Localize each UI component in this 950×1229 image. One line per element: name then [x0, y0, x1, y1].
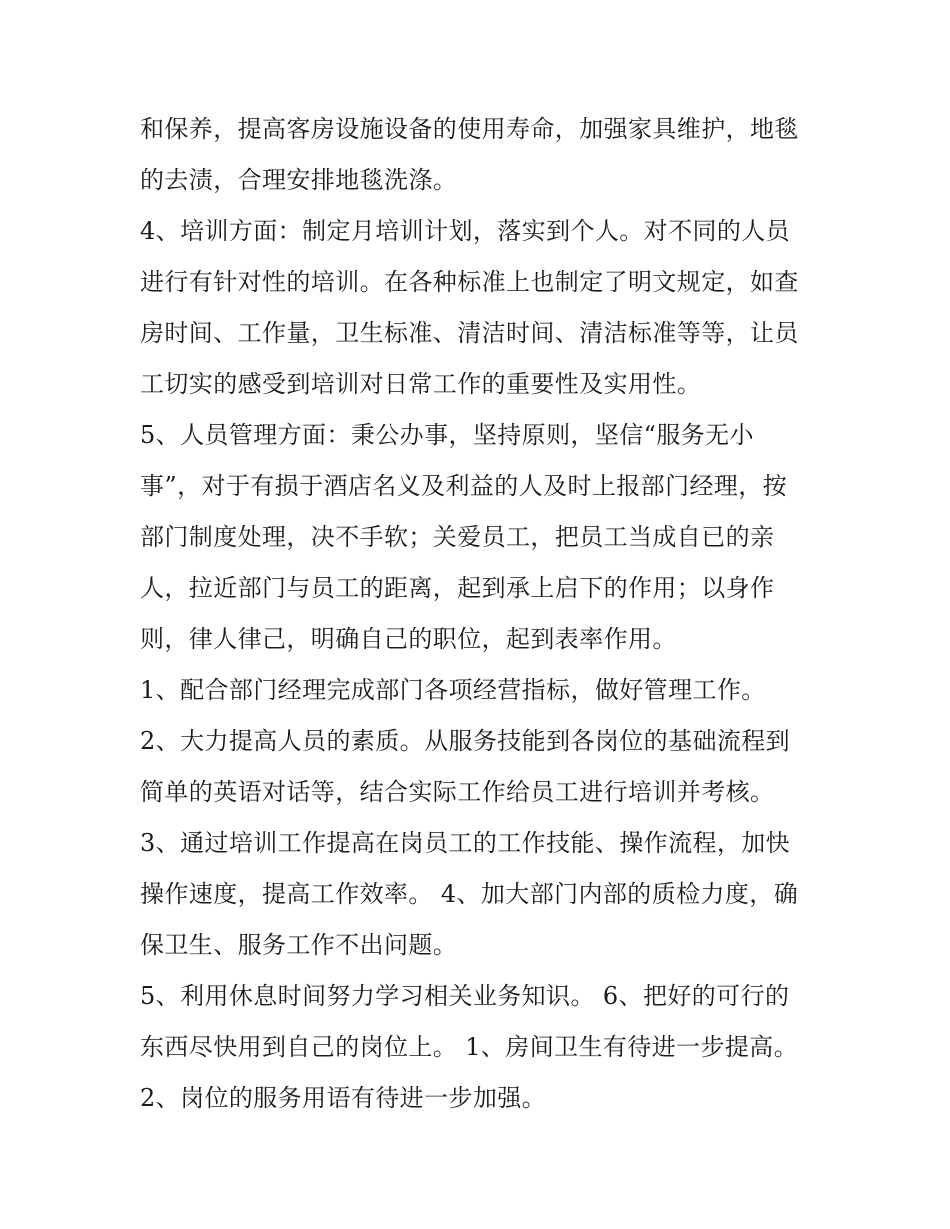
text-line: 5、利用休息时间努力学习相关业务知识。 6、把好的可行的	[140, 982, 790, 1010]
text-line: 的去渍，合理安排地毯洗涤。	[140, 166, 458, 194]
text-line: 1、配合部门经理完成部门各项经营指标，做好管理工作。	[140, 676, 766, 704]
text-line: 则，律人律己，明确自己的职位，起到表率作用。	[140, 625, 677, 653]
text-line: 部门制度处理，决不手软；关爱员工，把员工当成自已的亲	[140, 523, 775, 551]
text-line: 人，拉近部门与员工的距离，起到承上启下的作用；以身作	[140, 574, 775, 602]
text-line: 3、通过培训工作提高在岗员工的工作技能、操作流程，加快	[140, 829, 791, 857]
text-line: 5、人员管理方面：秉公办事，坚持原则，坚信“服务无小	[140, 421, 754, 449]
text-line: 工切实的感受到培训对日常工作的重要性及实用性。	[140, 370, 702, 398]
document-body	[140, 104, 820, 1124]
text-line: 2、大力提高人员的素质。从服务技能到各岗位的基础流程到	[140, 727, 791, 755]
text-line: 4、培训方面：制定月培训计划，落实到个人。对不同的人员	[140, 217, 791, 245]
text-line: 简单的英语对话等，结合实际工作给员工进行培训并考核。	[140, 778, 775, 806]
text-line: 房时间、工作量，卫生标准、清洁时间、清洁标准等等，让员	[140, 319, 799, 347]
text-line: 操作速度，提高工作效率。 4、加大部门内部的质检力度，确	[140, 880, 799, 908]
text-line: 保卫生、服务工作不出问题。	[140, 931, 458, 959]
text-line: 事”，对于有损于酒店名义及利益的人及时上报部门经理，按	[140, 472, 788, 500]
text-line: 东西尽快用到自己的岗位上。 1、房间卫生有待进一步提高。	[140, 1033, 799, 1061]
text-line: 2、岗位的服务用语有待进一步加强。	[140, 1084, 547, 1112]
text-line: 进行有针对性的培训。在各种标准上也制定了明文规定，如查	[140, 268, 799, 296]
text-line: 和保养，提高客房设施设备的使用寿命，加强家具维护，地毯	[140, 115, 799, 143]
